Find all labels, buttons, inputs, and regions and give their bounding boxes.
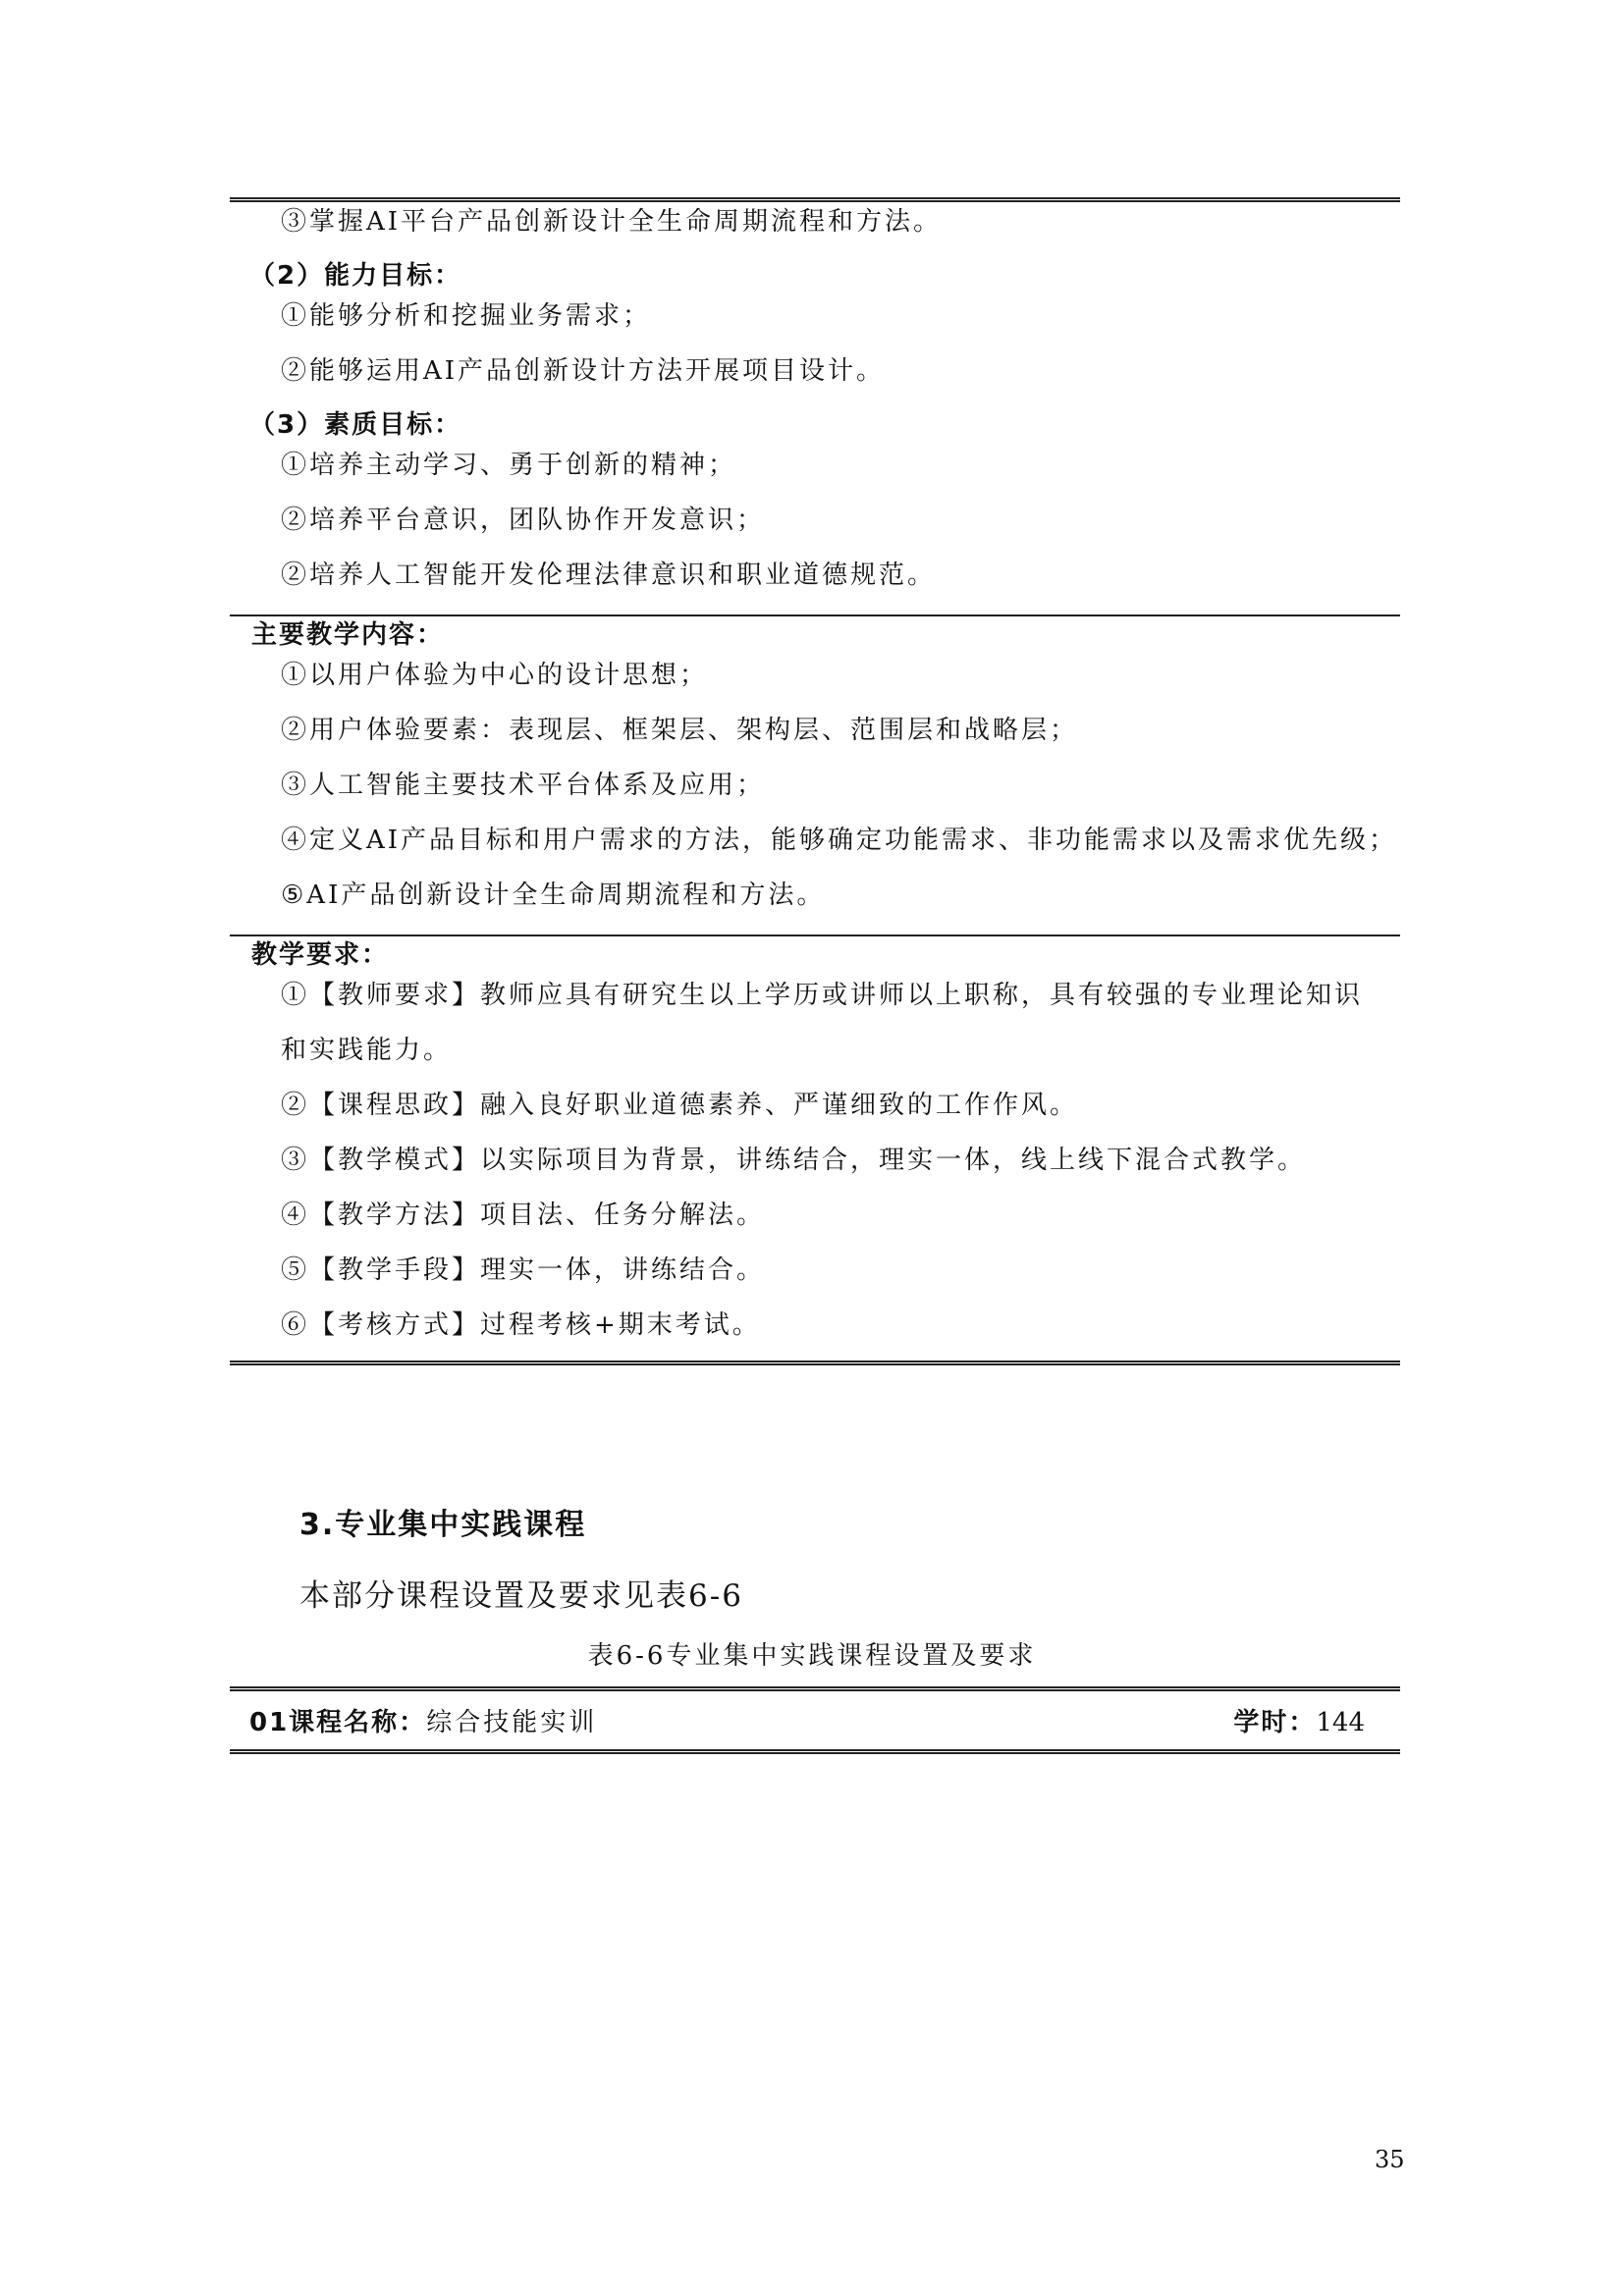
requirements-heading: 教学要求： bbox=[251, 940, 390, 970]
table-bottom-rule bbox=[230, 1749, 1400, 1754]
requirement-item: ④【教学方法】项目法、任务分解法。 bbox=[281, 1201, 766, 1230]
ability-item: ②能够运用AI产品创新设计方法开展项目设计。 bbox=[281, 356, 886, 386]
hours-cell bbox=[1233, 1702, 1365, 1738]
quality-item: ①培养主动学习、勇于创新的精神； bbox=[281, 451, 737, 480]
ability-heading: （2）能力目标： bbox=[249, 261, 462, 291]
ability-item: ①能够分析和挖掘业务需求； bbox=[281, 301, 652, 331]
table-top-rule bbox=[230, 197, 1400, 202]
content-heading: 主要教学内容： bbox=[251, 620, 445, 650]
requirement-item-continuation: 和实践能力。 bbox=[281, 1036, 453, 1065]
section-paragraph: 本部分课程设置及要求见表6-6 bbox=[299, 1578, 743, 1614]
requirement-item: ①【教师要求】教师应具有研究生以上学历或讲师以上职称，具有较强的专业理论知识 bbox=[281, 981, 1364, 1010]
requirement-item: ②【课程思政】融入良好职业道德素养、严谨细致的工作作风。 bbox=[281, 1091, 1079, 1120]
requirement-item: ③【教学模式】以实际项目为背景，讲练结合，理实一体，线上线下混合式教学。 bbox=[281, 1146, 1307, 1175]
content-item: ②用户体验要素：表现层、框架层、架构层、范围层和战略层； bbox=[281, 716, 1079, 745]
row-divider bbox=[230, 934, 1400, 936]
table-caption: 表6-6专业集中实践课程设置及要求 bbox=[587, 1641, 1037, 1671]
quality-item: ②培养人工智能开发伦理法律意识和职业道德规范。 bbox=[281, 561, 937, 590]
quality-item: ②培养平台意识，团队协作开发意识； bbox=[281, 506, 766, 535]
content-item: ①以用户体验为中心的设计思想； bbox=[281, 661, 709, 690]
section-heading: 3.专业集中实践课程 bbox=[299, 1508, 587, 1542]
course-table-lower bbox=[230, 1686, 1400, 1755]
course-name-label: 01课程名称： bbox=[249, 1708, 427, 1737]
quality-heading: （3）素质目标： bbox=[249, 410, 462, 440]
course-name-value: 综合技能实训 bbox=[426, 1708, 598, 1737]
content-item: ⑤AI产品创新设计全生命周期流程和方法。 bbox=[281, 881, 826, 910]
content-item: ③人工智能主要技术平台体系及应用； bbox=[281, 771, 766, 800]
requirement-item: ⑥【考核方式】过程考核+期末考试。 bbox=[281, 1310, 761, 1340]
requirement-item: ⑤【教学手段】理实一体，讲练结合。 bbox=[281, 1255, 766, 1285]
hours-label: 学时： bbox=[1233, 1708, 1317, 1737]
table-bottom-rule bbox=[230, 1361, 1400, 1365]
knowledge-item-3: ③掌握AI平台产品创新设计全生命周期流程和方法。 bbox=[281, 207, 943, 237]
row-divider bbox=[230, 614, 1400, 616]
course-name-cell bbox=[249, 1702, 597, 1738]
course-table-upper bbox=[230, 197, 1400, 1365]
table-top-rule bbox=[230, 1686, 1400, 1691]
content-item: ④定义AI产品目标和用户需求的方法，能够确定功能需求、非功能需求以及需求优先级； bbox=[281, 826, 1398, 855]
hours-value: 144 bbox=[1316, 1708, 1365, 1737]
page-number: 35 bbox=[1375, 2146, 1405, 2173]
